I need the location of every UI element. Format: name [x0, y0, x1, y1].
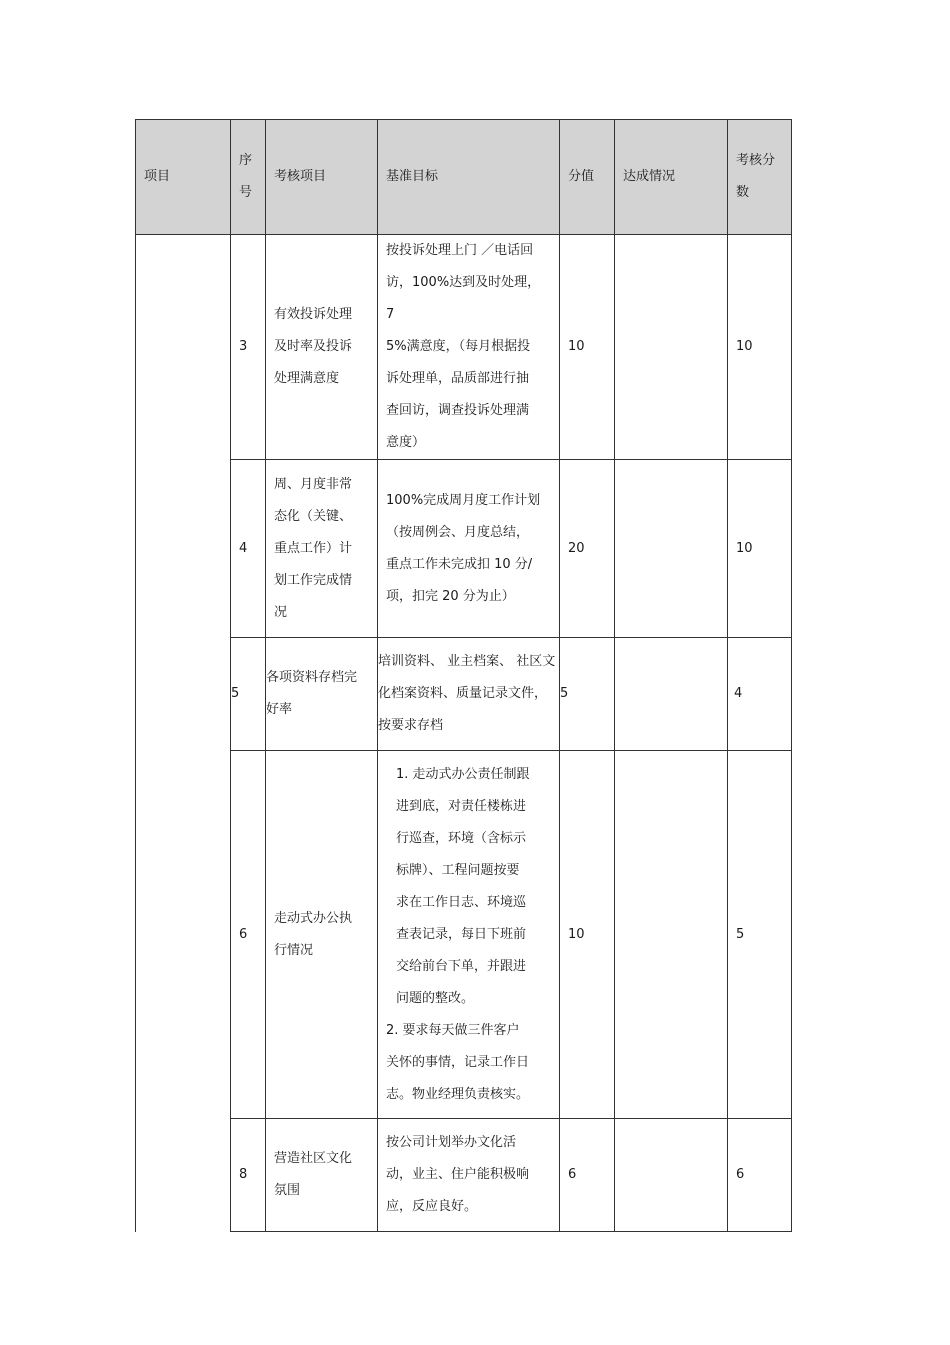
- result-cell: 10: [728, 460, 792, 638]
- target-cell: 按投诉处理上门 ／电话回 访，100%达到及时处理， 7 5%满意度，（每月根据投 诉处理单，品质部进行抽 查回访，调查投诉处理满 意度）: [378, 235, 560, 460]
- header-score: 分值: [560, 120, 615, 235]
- seq-cell: 6: [231, 751, 266, 1119]
- result-cell: 4: [728, 638, 792, 751]
- header-status: 达成情况: [615, 120, 728, 235]
- item-cell: 营造社区文化 氛围: [266, 1119, 378, 1232]
- seq-cell: 3: [231, 235, 266, 460]
- header-row: [136, 120, 792, 235]
- target-cell: [378, 751, 560, 1119]
- target-cell: 培训资料、 业主档案、 社区文 化档案资料、质量记录文件， 按要求存档: [378, 638, 560, 751]
- score-cell: 6: [560, 1119, 615, 1232]
- status-cell[interactable]: [615, 751, 728, 1119]
- item-cell: 走动式办公执 行情况: [266, 751, 378, 1119]
- status-cell[interactable]: [615, 638, 728, 751]
- target-point-2: 2. 要求每天做三件客户 关怀的事情，记录工作日 志。物业经理负责核实。: [386, 1022, 530, 1102]
- result-cell: 5: [728, 751, 792, 1119]
- result-cell: 10: [728, 235, 792, 460]
- status-cell[interactable]: [615, 235, 728, 460]
- item-cell: 周、月度非常 态化（关键、 重点工作）计 划工作完成情 况: [266, 460, 378, 638]
- header-category: 项目: [136, 120, 231, 235]
- seq-cell: 4: [231, 460, 266, 638]
- header-result: 考核分 数: [728, 120, 792, 235]
- score-cell: 20: [560, 460, 615, 638]
- table-row: [136, 751, 792, 1119]
- category-cell: [136, 235, 231, 1232]
- target-cell: 按公司计划举办文化活 动，业主、住户能积极响 应，反应良好。: [378, 1119, 560, 1232]
- status-cell[interactable]: [615, 1119, 728, 1232]
- table-row: [136, 1119, 792, 1232]
- item-cell: 有效投诉处理 及时率及投诉 处理满意度: [266, 235, 378, 460]
- score-cell: 10: [560, 751, 615, 1119]
- table-row: [136, 460, 792, 638]
- table-row: [136, 235, 792, 460]
- status-cell[interactable]: [615, 460, 728, 638]
- target-point-1: 1. 走动式办公责任制跟 进到底，对责任楼栋进 行巡查，环境（含标示 标牌）、工程问题按要 求在工作日志、环境巡 查表记录，每日下班前 交给前台下单，并跟进 问题的整改。: [396, 766, 530, 1006]
- assessment-table: [135, 119, 792, 1232]
- result-cell: 6: [728, 1119, 792, 1232]
- seq-cell: 8: [231, 1119, 266, 1232]
- header-target: 基准目标: [378, 120, 560, 235]
- score-cell: 5: [560, 638, 615, 751]
- table-row: [136, 638, 792, 751]
- header-item: 考核项目: [266, 120, 378, 235]
- seq-cell: 5: [231, 638, 266, 751]
- score-cell: 10: [560, 235, 615, 460]
- header-seq: 序 号: [231, 120, 266, 235]
- item-cell: 各项资料存档完 好率: [266, 638, 378, 751]
- target-cell: 100%完成周月度工作计划 （按周例会、月度总结， 重点工作未完成扣 10 分/ 项，扣完 20 分为止）: [378, 460, 560, 638]
